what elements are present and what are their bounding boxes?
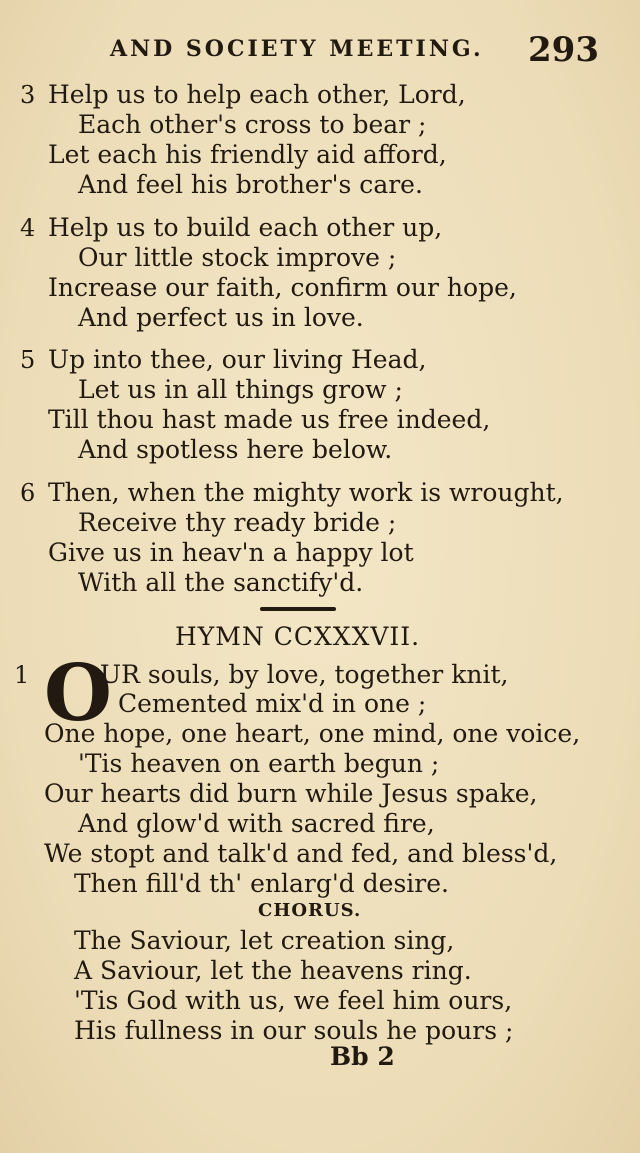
stanza-line: Help us to build each other up,	[48, 213, 443, 242]
stanza-line: Up into thee, our living Head,	[48, 345, 427, 374]
stanza-number: 4	[20, 214, 36, 242]
stanza-line: Receive thy ready bride ;	[78, 508, 397, 537]
hymn-title: HYMN CCXXXVII.	[175, 622, 421, 651]
stanza-number: 3	[20, 81, 36, 109]
stanza-line: Our little stock improve ;	[78, 243, 397, 272]
chorus-label: CHORUS.	[258, 900, 362, 921]
hymn-line: Cemented mix'd in one ;	[118, 689, 427, 718]
chorus-line: His fullness in our souls he pours ;	[74, 1016, 514, 1045]
drop-cap: O	[44, 648, 112, 739]
stanza-line: Each other's cross to bear ;	[78, 110, 427, 139]
signature-mark: Bb 2	[330, 1042, 395, 1071]
chorus-line: A Saviour, let the heavens ring.	[74, 956, 472, 985]
verse-number: 1	[14, 661, 30, 689]
section-divider	[260, 607, 336, 611]
hymn-line: Our hearts did burn while Jesus spake,	[44, 779, 538, 808]
stanza-line: Increase our faith, confirm our hope,	[48, 273, 517, 302]
stanza-line: And spotless here below.	[78, 435, 393, 464]
stanza-line: Give us in heav'n a happy lot	[48, 538, 414, 567]
page-number: 293	[528, 30, 599, 70]
hymn-line: We stopt and talk'd and fed, and bless'd,	[44, 839, 558, 868]
stanza-line: Let each his friendly aid afford,	[48, 140, 447, 169]
stanza-line: With all the sanctify'd.	[78, 568, 364, 597]
stanza-line: Help us to help each other, Lord,	[48, 80, 466, 109]
stanza-line: And feel his brother's care.	[78, 170, 423, 199]
hymn-line: And glow'd with sacred fire,	[78, 809, 435, 838]
stanza-number: 6	[20, 479, 36, 507]
running-header: AND SOCIETY MEETING.	[110, 36, 484, 62]
stanza-line: Then, when the mighty work is wrought,	[48, 478, 564, 507]
hymn-line: UR souls, by love, together knit,	[100, 660, 509, 689]
chorus-line: The Saviour, let creation sing,	[74, 926, 455, 955]
hymn-line: Then fill'd th' enlarg'd desire.	[74, 869, 449, 898]
hymn-line: One hope, one heart, one mind, one voice,	[44, 719, 581, 748]
stanza-number: 5	[20, 346, 36, 374]
stanza-line: Till thou hast made us free indeed,	[48, 405, 491, 434]
hymn-line: 'Tis heaven on earth begun ;	[78, 749, 440, 778]
stanza-line: Let us in all things grow ;	[78, 375, 403, 404]
stanza-line: And perfect us in love.	[78, 303, 364, 332]
chorus-line: 'Tis God with us, we feel him ours,	[74, 986, 513, 1015]
